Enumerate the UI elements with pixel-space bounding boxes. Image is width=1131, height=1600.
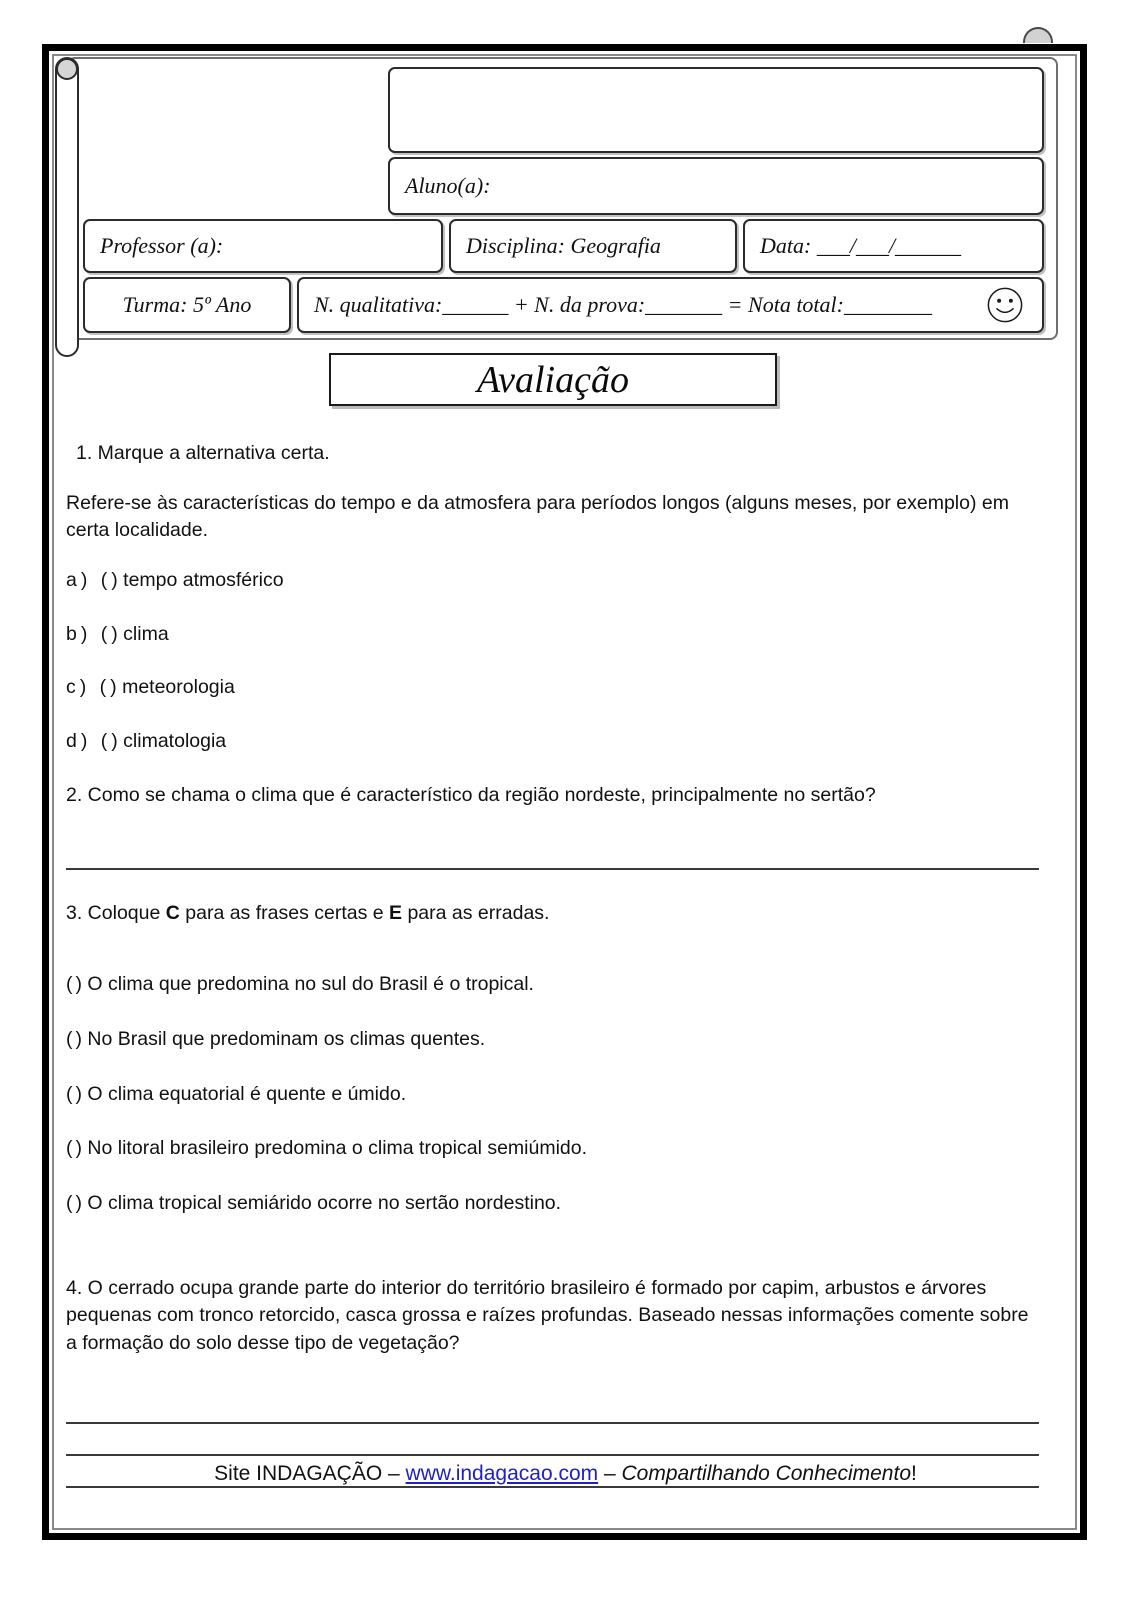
student-name-field[interactable] [388,157,1044,215]
subject-field[interactable] [449,219,737,273]
statement-5-paren-close: ) [75,1191,82,1214]
alternative-b-marker: b) ( [66,622,112,645]
smiley-face-icon [986,286,1024,324]
exam-body [66,440,1039,1488]
statement-4-paren-close: ) [75,1137,82,1160]
statement-1-paren-open: ( [66,973,76,996]
question-3-letter-c: C [165,901,180,924]
question-3-statement-1[interactable] [66,971,1039,999]
statement-3-paren-close: ) [75,1082,82,1105]
alternative-a-paren-close: ) [111,569,118,592]
school-name-field[interactable] [388,67,1044,153]
footer-tagline: Compartilhando Conhecimento [621,1462,911,1485]
question-4-text: 4. O cerrado ocupa grande parte do interior do território brasileiro é formado por capim, arbustos e árvores pequenas com tronco retorcido, casca grossa e raízes profundas. Baseado nessas informações comente sobre a formação do solo desse tipo de vegetação? [66,1276,1029,1354]
alternative-c-marker: c) ( [66,676,111,699]
date-field[interactable] [743,219,1044,273]
footer-site-link[interactable]: www.indagacao.com [405,1462,599,1485]
class-label: Turma: 5º Ano [122,292,252,317]
teacher-name-label: Professor (a): [100,233,224,258]
question-3-letter-e: E [389,901,403,924]
identification-header [67,57,1058,340]
question-3-statement-3[interactable] [66,1081,1039,1109]
subject-label: Disciplina: Geografia [466,233,661,258]
footer-separator: – [598,1462,622,1485]
question-3-suffix: para as erradas. [402,901,550,924]
footer [0,1462,1131,1486]
statement-3-text: O clima equatorial é quente e úmido. [87,1082,407,1105]
alternative-d-label: climatologia [123,730,227,753]
alternative-a-marker: a) ( [66,569,112,592]
question-3-prefix: 3. Coloque [66,901,166,924]
alternative-d-paren-close: ) [111,730,118,753]
spacer [66,1245,1039,1275]
scroll-knob-icon [56,58,78,80]
footer-site-name: Site INDAGAÇÃO – [214,1462,406,1485]
scroll-ribbon-decoration [55,57,79,357]
question-1-instruction: 1. Marque a alternativa certa. [76,442,330,464]
question-3-statement-4[interactable] [66,1135,1039,1163]
teacher-name-field[interactable] [83,219,443,273]
statement-4-text: No litoral brasileiro predomina o clima tropical semiúmido. [87,1137,588,1160]
alternative-a-label: tempo atmosférico [123,569,284,592]
spacer [66,870,1039,900]
question-1-statement: Refere-se às características do tempo e da atmosfera para períodos longos (alguns meses, por exemplo) em certa localidade. [66,491,1009,542]
question-1-alternative-a[interactable] [66,567,1039,595]
question-3-statement-5[interactable] [66,1190,1039,1218]
alternative-c-paren-close: ) [110,676,117,699]
page-title: Avaliação [477,358,629,401]
spacer [66,1424,1039,1454]
alternative-c-label: meteorologia [122,676,235,699]
page-corner-tab-icon [1023,27,1053,43]
alternative-b-paren-close: ) [111,622,118,645]
question-1-alternative-b[interactable] [66,621,1039,649]
question-3-statement-2[interactable] [66,1026,1039,1054]
question-3-instruction [66,900,1039,928]
spacer [66,830,1039,868]
statement-5-paren-open: ( [66,1191,76,1214]
statement-2-paren-open: ( [66,1027,76,1050]
evaluation-title-box [329,353,777,406]
statement-5-text: O clima tropical semiárido ocorre no sertão nordestino. [87,1191,562,1214]
question-1-alternative-c[interactable] [66,674,1039,702]
question-2-text: 2. Como se chama o clima que é característico da região nordeste, principalmente no sertão? [66,783,876,806]
grades-label: N. qualitativa:______ + N. da prova:_______ = Nota total:________ [314,292,932,317]
class-field[interactable] [83,277,291,333]
spacer [66,1378,1039,1422]
alternative-d-marker: d) ( [66,730,112,753]
statement-1-text: O clima que predomina no sul do Brasil é o tropical. [87,973,534,996]
statement-2-paren-close: ) [75,1027,82,1050]
statement-1-paren-close: ) [75,973,82,996]
question-3-middle: para as frases certas e [179,901,390,924]
date-label: Data: ___/___/______ [760,233,962,258]
alternative-b-label: clima [123,622,169,645]
statement-4-paren-open: ( [66,1137,76,1160]
spacer [66,947,1039,971]
statement-3-paren-open: ( [66,1082,76,1105]
footer-exclaim: ! [911,1462,917,1485]
student-name-label: Aluno(a): [405,173,491,198]
question-1-alternative-d[interactable] [66,728,1039,756]
statement-2-text: No Brasil que predominam os climas quentes. [87,1027,486,1050]
grades-field[interactable] [297,277,1044,333]
